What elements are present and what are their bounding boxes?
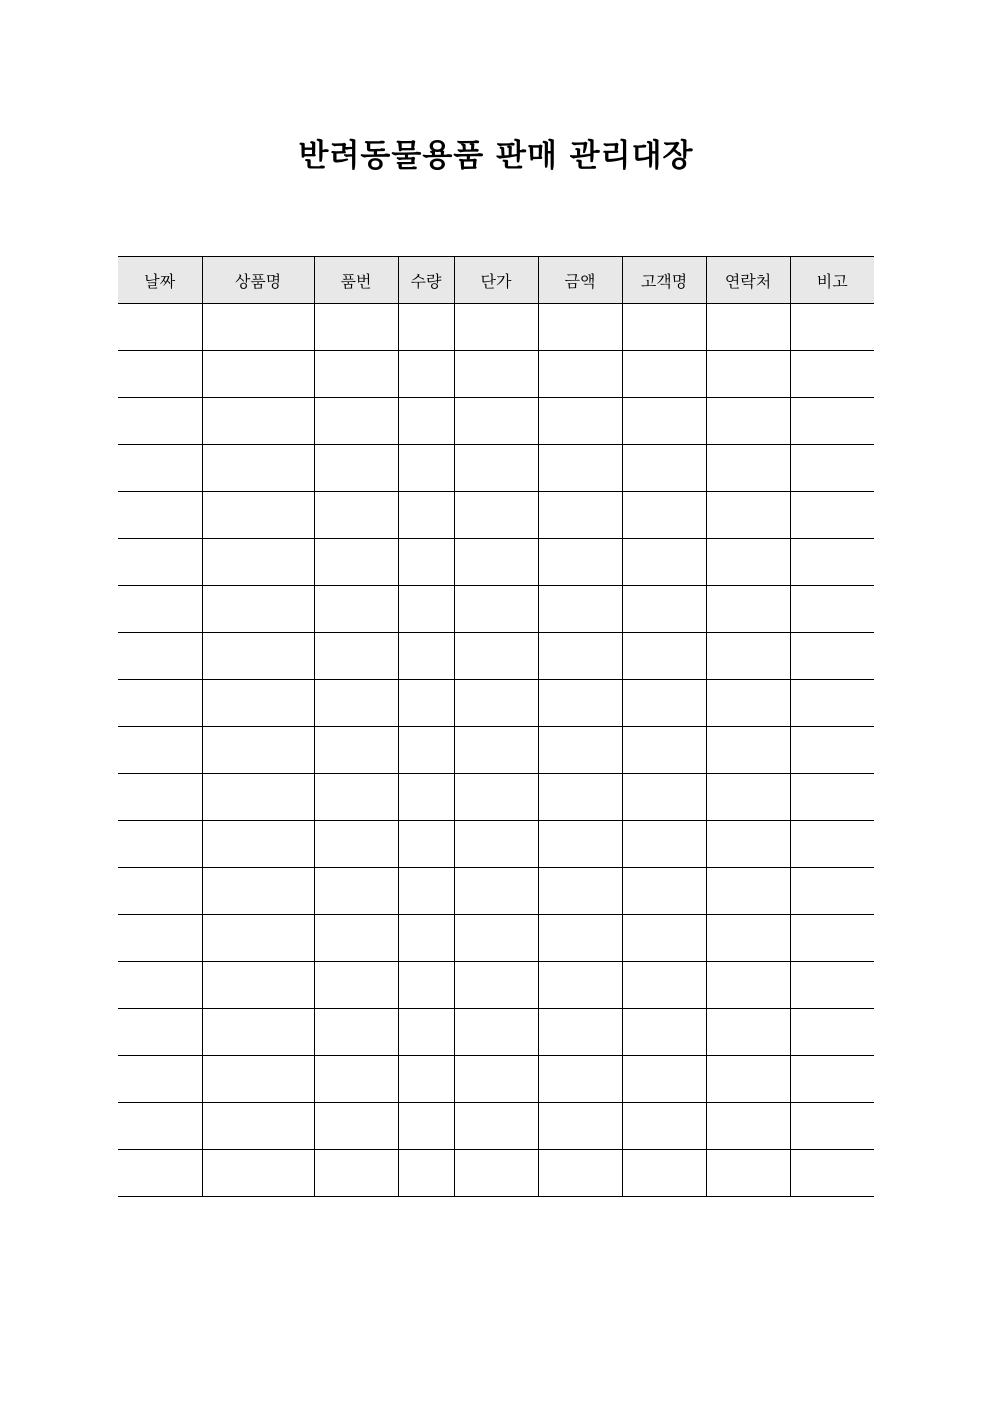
table-row [118, 1056, 874, 1103]
column-header-contact: 연락처 [706, 257, 790, 304]
table-cell[interactable] [398, 1150, 454, 1197]
table-cell[interactable] [790, 915, 874, 962]
table-cell[interactable] [538, 586, 622, 633]
table-cell[interactable] [706, 680, 790, 727]
table-cell[interactable] [790, 492, 874, 539]
table-cell[interactable] [790, 962, 874, 1009]
table-cell[interactable] [398, 727, 454, 774]
table-cell[interactable] [398, 492, 454, 539]
table-cell[interactable] [398, 445, 454, 492]
table-cell[interactable] [538, 727, 622, 774]
table-cell[interactable] [398, 1009, 454, 1056]
table-cell[interactable] [790, 586, 874, 633]
table-cell[interactable] [314, 1056, 398, 1103]
table-cell[interactable] [398, 351, 454, 398]
table-cell[interactable] [790, 539, 874, 586]
table-cell[interactable] [622, 1009, 706, 1056]
table-cell[interactable] [706, 868, 790, 915]
table-cell[interactable] [314, 445, 398, 492]
table-cell[interactable] [622, 774, 706, 821]
table-cell[interactable] [538, 492, 622, 539]
table-cell[interactable] [538, 633, 622, 680]
table-cell[interactable] [622, 727, 706, 774]
table-cell[interactable] [454, 1103, 538, 1150]
table-cell[interactable] [398, 1103, 454, 1150]
table-row [118, 868, 874, 915]
table-cell[interactable] [314, 915, 398, 962]
table-cell[interactable] [706, 774, 790, 821]
table-row [118, 492, 874, 539]
table-cell[interactable] [706, 1056, 790, 1103]
table-cell[interactable] [622, 351, 706, 398]
table-cell[interactable] [454, 680, 538, 727]
table-cell[interactable] [314, 1103, 398, 1150]
table-cell[interactable] [118, 1103, 202, 1150]
table-cell[interactable] [622, 868, 706, 915]
table-cell[interactable] [314, 304, 398, 351]
table-row [118, 680, 874, 727]
table-row [118, 774, 874, 821]
table-cell[interactable] [790, 398, 874, 445]
table-cell[interactable] [314, 539, 398, 586]
table-cell[interactable] [454, 304, 538, 351]
table-cell[interactable] [398, 821, 454, 868]
table-cell[interactable] [538, 351, 622, 398]
table-cell[interactable] [454, 1150, 538, 1197]
table-cell[interactable] [118, 492, 202, 539]
table-cell[interactable] [398, 633, 454, 680]
table-cell[interactable] [314, 398, 398, 445]
table-row [118, 633, 874, 680]
table-cell[interactable] [706, 1150, 790, 1197]
table-cell[interactable] [790, 351, 874, 398]
column-header-customer-name: 고객명 [622, 257, 706, 304]
sales-ledger-table [118, 256, 874, 1197]
table-cell[interactable] [622, 1103, 706, 1150]
table-cell[interactable] [118, 774, 202, 821]
table-cell[interactable] [202, 962, 314, 1009]
table-cell[interactable] [202, 727, 314, 774]
table-cell[interactable] [202, 915, 314, 962]
table-row [118, 351, 874, 398]
table-cell[interactable] [706, 1103, 790, 1150]
table-cell[interactable] [314, 633, 398, 680]
table-cell[interactable] [790, 304, 874, 351]
table-cell[interactable] [118, 445, 202, 492]
table-cell[interactable] [622, 304, 706, 351]
table-row [118, 727, 874, 774]
table-cell[interactable] [202, 398, 314, 445]
table-cell[interactable] [706, 727, 790, 774]
table-cell[interactable] [314, 727, 398, 774]
table-cell[interactable] [622, 398, 706, 445]
table-cell[interactable] [398, 774, 454, 821]
table-cell[interactable] [118, 304, 202, 351]
table-cell[interactable] [118, 633, 202, 680]
table-cell[interactable] [454, 445, 538, 492]
table-cell[interactable] [706, 539, 790, 586]
table-cell[interactable] [202, 351, 314, 398]
table-cell[interactable] [118, 821, 202, 868]
table-row [118, 445, 874, 492]
table-cell[interactable] [622, 915, 706, 962]
table-cell[interactable] [706, 492, 790, 539]
table-cell[interactable] [202, 1009, 314, 1056]
table-cell[interactable] [398, 398, 454, 445]
table-cell[interactable] [118, 1056, 202, 1103]
table-cell[interactable] [454, 1009, 538, 1056]
table-row [118, 1009, 874, 1056]
table-cell[interactable] [622, 680, 706, 727]
table-cell[interactable] [538, 1150, 622, 1197]
table-cell[interactable] [790, 1056, 874, 1103]
table-cell[interactable] [202, 1056, 314, 1103]
table-cell[interactable] [538, 915, 622, 962]
table-cell[interactable] [118, 680, 202, 727]
table-row [118, 962, 874, 1009]
table-cell[interactable] [314, 868, 398, 915]
column-header-amount: 금액 [538, 257, 622, 304]
table-cell[interactable] [538, 304, 622, 351]
table-cell[interactable] [314, 1150, 398, 1197]
table-cell[interactable] [314, 351, 398, 398]
table-cell[interactable] [398, 680, 454, 727]
table-cell[interactable] [538, 445, 622, 492]
table-cell[interactable] [118, 1009, 202, 1056]
table-cell[interactable] [538, 680, 622, 727]
table-cell[interactable] [706, 915, 790, 962]
page-title: 반려동물용품 판매 관리대장 [298, 138, 694, 174]
table-cell[interactable] [454, 727, 538, 774]
table-cell[interactable] [622, 633, 706, 680]
table-cell[interactable] [706, 1009, 790, 1056]
table-cell[interactable] [790, 1103, 874, 1150]
column-header-quantity: 수량 [398, 257, 454, 304]
table-cell[interactable] [790, 821, 874, 868]
table-cell[interactable] [202, 633, 314, 680]
table-cell[interactable] [398, 915, 454, 962]
table-cell[interactable] [454, 915, 538, 962]
column-header-item-number: 품번 [314, 257, 398, 304]
table-cell[interactable] [790, 727, 874, 774]
table-cell[interactable] [622, 1150, 706, 1197]
table-cell[interactable] [118, 539, 202, 586]
table-cell[interactable] [790, 868, 874, 915]
table-cell[interactable] [790, 680, 874, 727]
table-cell[interactable] [202, 492, 314, 539]
table-cell[interactable] [538, 398, 622, 445]
table-body [118, 304, 874, 1197]
table-cell[interactable] [118, 727, 202, 774]
table-cell[interactable] [706, 351, 790, 398]
table-cell[interactable] [202, 539, 314, 586]
table-cell[interactable] [118, 962, 202, 1009]
table-cell[interactable] [118, 398, 202, 445]
table-cell[interactable] [622, 1056, 706, 1103]
table-cell[interactable] [706, 821, 790, 868]
table-cell[interactable] [622, 539, 706, 586]
table-cell[interactable] [202, 445, 314, 492]
table-cell[interactable] [454, 586, 538, 633]
table-cell[interactable] [398, 962, 454, 1009]
table-cell[interactable] [454, 351, 538, 398]
table-cell[interactable] [706, 304, 790, 351]
table-cell[interactable] [538, 821, 622, 868]
table-cell[interactable] [790, 1009, 874, 1056]
table-cell[interactable] [538, 962, 622, 1009]
column-header-unit-price: 단가 [454, 257, 538, 304]
table-cell[interactable] [706, 586, 790, 633]
table-cell[interactable] [314, 586, 398, 633]
table-cell[interactable] [622, 821, 706, 868]
table-cell[interactable] [202, 1103, 314, 1150]
table-cell[interactable] [398, 539, 454, 586]
table-row [118, 586, 874, 633]
column-header-date: 날짜 [118, 257, 202, 304]
table-cell[interactable] [314, 1009, 398, 1056]
table-cell[interactable] [706, 398, 790, 445]
table-cell[interactable] [202, 304, 314, 351]
table-row [118, 539, 874, 586]
table-cell[interactable] [454, 492, 538, 539]
table-cell[interactable] [454, 539, 538, 586]
table-cell[interactable] [314, 680, 398, 727]
table-cell[interactable] [202, 774, 314, 821]
table-row [118, 398, 874, 445]
table-row [118, 304, 874, 351]
table-cell[interactable] [314, 821, 398, 868]
table-row [118, 821, 874, 868]
table-cell[interactable] [202, 586, 314, 633]
table-cell[interactable] [706, 445, 790, 492]
table-cell[interactable] [622, 962, 706, 1009]
table-cell[interactable] [314, 962, 398, 1009]
table-cell[interactable] [398, 304, 454, 351]
table-cell[interactable] [790, 633, 874, 680]
table-cell[interactable] [790, 1150, 874, 1197]
table-cell[interactable] [202, 868, 314, 915]
table-cell[interactable] [538, 1009, 622, 1056]
table-cell[interactable] [706, 633, 790, 680]
table-cell[interactable] [622, 492, 706, 539]
table-cell[interactable] [790, 774, 874, 821]
table-cell[interactable] [622, 445, 706, 492]
column-header-remarks: 비고 [790, 257, 874, 304]
table-cell[interactable] [538, 868, 622, 915]
table-cell[interactable] [314, 774, 398, 821]
table-cell[interactable] [202, 821, 314, 868]
table-row [118, 1150, 874, 1197]
table-cell[interactable] [454, 633, 538, 680]
table-cell[interactable] [118, 351, 202, 398]
table-cell[interactable] [454, 868, 538, 915]
table-cell[interactable] [454, 821, 538, 868]
table-cell[interactable] [118, 1150, 202, 1197]
table-cell[interactable] [454, 1056, 538, 1103]
table-cell[interactable] [314, 492, 398, 539]
table-cell[interactable] [538, 774, 622, 821]
header-row [118, 257, 874, 304]
table-cell[interactable] [118, 915, 202, 962]
table-cell[interactable] [622, 586, 706, 633]
table-cell[interactable] [538, 539, 622, 586]
table-cell[interactable] [706, 962, 790, 1009]
table-cell[interactable] [538, 1056, 622, 1103]
table-cell[interactable] [398, 586, 454, 633]
column-header-product-name: 상품명 [202, 257, 314, 304]
table-cell[interactable] [118, 868, 202, 915]
table-cell[interactable] [454, 398, 538, 445]
table-cell[interactable] [202, 680, 314, 727]
table-cell[interactable] [398, 1056, 454, 1103]
table-cell[interactable] [202, 1150, 314, 1197]
table-cell[interactable] [118, 586, 202, 633]
table-row [118, 1103, 874, 1150]
table-cell[interactable] [454, 962, 538, 1009]
table-cell[interactable] [398, 868, 454, 915]
table-row [118, 915, 874, 962]
table-cell[interactable] [538, 1103, 622, 1150]
table-cell[interactable] [454, 774, 538, 821]
table-cell[interactable] [790, 445, 874, 492]
